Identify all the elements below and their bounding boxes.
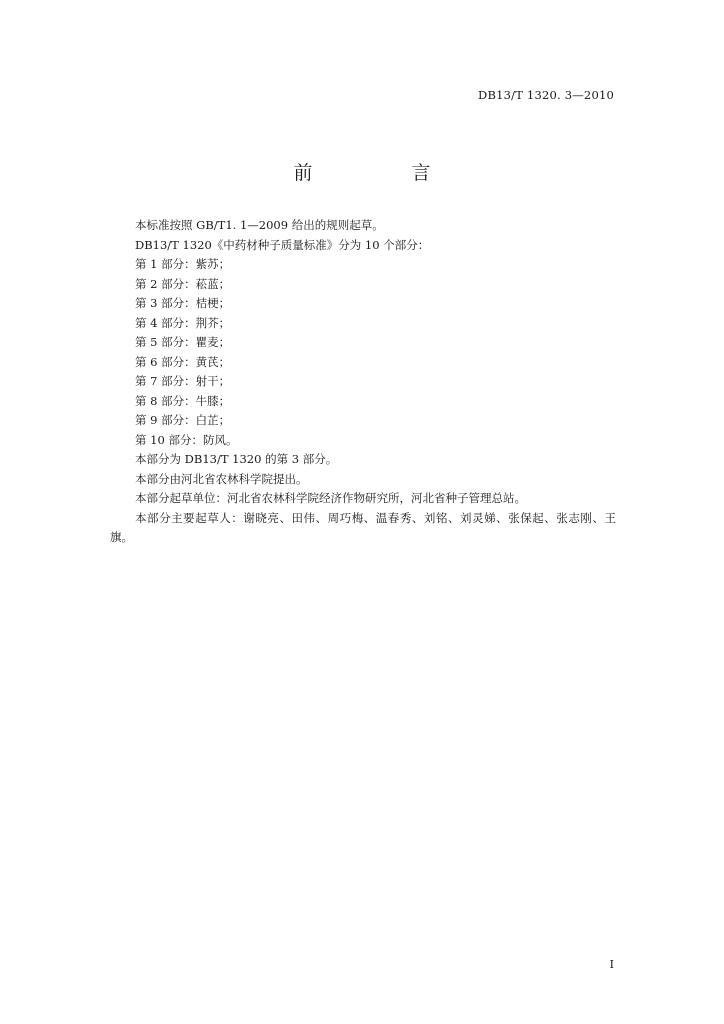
paragraph-proposer: 本部分由河北省农林科学院提出。 bbox=[135, 471, 308, 486]
list-item-part-4: 第 4 部分：荆芥； bbox=[135, 315, 231, 330]
paragraph-drafting-units: 本部分起草单位：河北省农林科学院经济作物研究所，河北省种子管理总站。 bbox=[135, 491, 526, 505]
list-item-part-1: 第 1 部分：紫苏； bbox=[135, 257, 231, 271]
paragraph-standard-parts: DB13/T 1320《中药材种子质量标准》分为 10 个部分： bbox=[135, 237, 430, 252]
list-item-part-8: 第 8 部分：牛膝； bbox=[135, 393, 231, 408]
list-item-part-9: 第 9 部分：白芷； bbox=[135, 413, 231, 427]
paragraph-this-part: 本部分为 DB13/T 1320 的第 3 部分。 bbox=[135, 452, 338, 466]
paragraph-drafters: 本部分主要起草人：谢晓亮、田伟、周巧梅、温春秀、刘铭、刘灵娣、张保起、张志刚、王旗。 bbox=[110, 510, 616, 544]
page-number: I bbox=[609, 958, 614, 971]
list-item-part-3: 第 3 部分：桔梗； bbox=[135, 296, 231, 310]
list-item-part-10: 第 10 部分：防风。 bbox=[135, 432, 238, 447]
document-code: DB13/T 1320. 3—2010 bbox=[478, 88, 614, 102]
paragraph-drafting-rules: 本标准按照 GB/T1. 1—2009 给出的规则起草。 bbox=[135, 218, 384, 232]
list-item-part-2: 第 2 部分：菘蓝； bbox=[135, 276, 231, 291]
list-item-part-5: 第 5 部分：瞿麦； bbox=[135, 335, 231, 349]
page-title: 前 言 bbox=[293, 162, 471, 184]
list-item-part-7: 第 7 部分：射干； bbox=[135, 374, 231, 388]
list-item-part-6: 第 6 部分：黄芪； bbox=[135, 354, 231, 369]
foreword-body bbox=[110, 216, 616, 548]
